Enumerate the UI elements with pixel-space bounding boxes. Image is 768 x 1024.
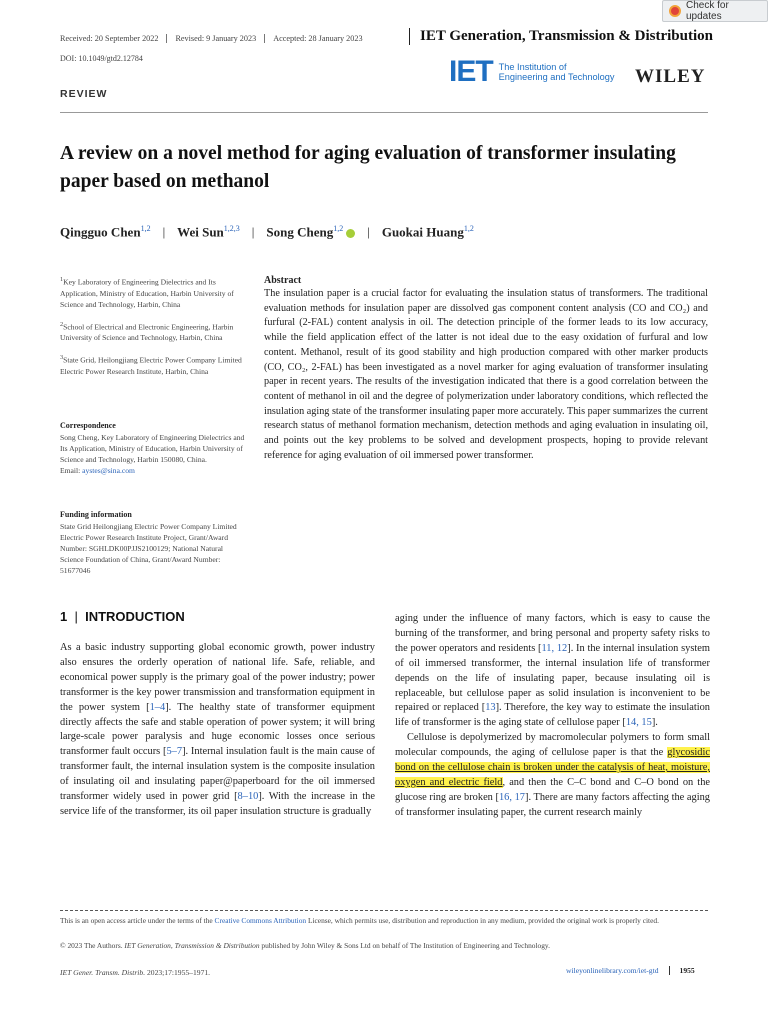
citation-link[interactable]: 5–7 xyxy=(166,746,183,758)
copyright-note: © 2023 The Authors. IET Generation, Transmission & Distribution published by John Wiley & Sons Ltd on behalf of The Institution of Engineering and Technology. xyxy=(60,941,550,950)
citation-link[interactable]: 1–4 xyxy=(149,701,166,713)
page-number: 1955 xyxy=(669,966,695,975)
funding-text: State Grid Heilongjiang Electric Power Company Limited Electric Power Research Institute Project, Grant/Award Number: SGHLDK00PJJS2100129; National Natural Science Foundation of China, Grant/Award Number: 51677046 xyxy=(60,522,237,575)
iet-logo xyxy=(449,57,614,87)
affiliation: $^1$Key Laboratory of Engineering Dielectrics and Its Application, Ministry of Education, Harbin University of Science and Technology, Harbin, China xyxy=(60,276,234,309)
accepted-date: Accepted: 28 January 2023 xyxy=(264,34,370,43)
check-updates-label: Check for updates xyxy=(685,0,729,22)
funding-information xyxy=(60,509,245,576)
correspondence: Correspondence Song Cheng, Key Laboratory of Engineering Dielectrics and Its Application, Ministry of Education, Harbin University of Science and Technology, Harbin 150080, China. Email: aystes@sina.com xyxy=(60,421,245,475)
highlighted-text: glycosidic bond on the cellulose chain is broken under the catalysis of heat, moisture, oxygen and electric field xyxy=(395,747,710,788)
updates-icon xyxy=(669,5,681,17)
affiliations xyxy=(60,274,245,386)
author[interactable]: Guokai Huang$^{1,2}$ xyxy=(381,224,474,240)
license-note: This is an open access article under the terms of the Creative Commons Attribution License, which permits use, distribution and reproduction in any medium, provided the original work is properly cited. xyxy=(60,916,659,925)
paragraph: As a basic industry supporting global economic growth, power industry also ensures the orderly operation of national life. Safe, reliable, and economical power supply is the primary goal of the power industry; power transformer is the key power transmission and transformation equipment in the power system [1–4]. The healthy state of transformer equipment directly affects the safe and stable operation of power system; it will bring large-scale power paralysis and huge economic losses once serious transformer fault occurs [5–7]. Internal insulation fault is the main cause of transformer fault, the internal insulation system is the composite insulation of insulating oil and insulating paper@paperboard for the oil immersed transformer widely used in power grid [8–10]. With the increase in the service life of the transformer, its oil paper insulation structure is gradually xyxy=(60,642,376,817)
body-column-left xyxy=(60,641,375,820)
citation-info: IET Gener. Transm. Distrib. 2023;17:1955–1971. xyxy=(60,968,211,977)
author[interactable]: Wei Sun$^{1,2,3}$ xyxy=(177,224,240,240)
abstract-heading: Abstract xyxy=(264,275,302,286)
email-link[interactable]: aystes@sina.com xyxy=(82,466,135,475)
journal-url-link[interactable]: wileyonlinelibrary.com/iet-gtd xyxy=(566,966,659,975)
affiliation: $^2$School of Electrical and Electronic Engineering, Harbin University of Science and Technology, Harbin, China xyxy=(60,320,234,343)
paragraph: Cellulose is depolymerized by macromolecular polymers to form small molecular compounds, the aging of cellulose paper is that the glycosidic bond on the cellulose chain is broken under the catalysis of heat, moisture, oxygen and electric field, and then the C–C bond and C–O bond on the glucose ring are broken [16, 17]. There are many factors affecting the aging of transformer insulating paper, the current research mainly xyxy=(395,732,710,818)
section-heading: 1 | INTRODUCTION xyxy=(60,609,185,624)
author[interactable]: Song Cheng$^{1,2}$ xyxy=(266,224,355,240)
article-dates xyxy=(60,34,371,43)
received-date: Received: 20 September 2022 xyxy=(60,34,159,43)
citation-link[interactable]: 11, 12 xyxy=(541,642,568,654)
wiley-logo: WILEY xyxy=(635,66,706,87)
iet-logo-line2: Engineering and Technology xyxy=(498,72,615,82)
article-type: REVIEW xyxy=(60,88,108,100)
citation-link[interactable]: 8–10 xyxy=(237,791,259,803)
iet-logo-mark: IET xyxy=(449,55,493,88)
abstract xyxy=(264,275,708,463)
paragraph: aging under the influence of many factors, which is easy to cause the burning of the transformer, and bring personal and property safety risks to the power operators and residents [11, 12]. In the internal insulation system of oil immersed transformer, the internal insulation life of transformer depends on the life of insulating paper, because insulating oil is replaceable, but cellulose paper as solid insulation is inconvenient to be repaired or replaced [13]. Therefore, the key way to estimate the insulation life of transformer is the aging state of cellulose paper [14, 15]. xyxy=(395,613,710,729)
check-for-updates-button[interactable] xyxy=(662,0,768,22)
affiliation: $^3$State Grid, Heilongjiang Electric Power Company Limited Electric Power Research Institute, Harbin, China xyxy=(60,354,242,376)
body-column-right xyxy=(395,612,710,821)
funding-heading: Funding information xyxy=(60,510,132,519)
correspondence-text: Song Cheng, Key Laboratory of Engineering Dielectrics and Its Application, Ministry of Education, Harbin University of Science and Technology, Harbin 150080, China. xyxy=(60,433,245,464)
orcid-icon[interactable] xyxy=(346,229,355,238)
revised-date: Revised: 9 January 2023 xyxy=(166,34,264,43)
doi: DOI: 10.1049/gtd2.12784 xyxy=(60,54,143,63)
article-title: A review on a novel method for aging evaluation of transformer insulating paper based on methanol xyxy=(60,143,676,192)
page-footer-right xyxy=(566,966,695,975)
cc-license-link[interactable]: Creative Commons Attribution xyxy=(214,916,307,925)
correspondence-heading: Correspondence xyxy=(60,421,116,430)
iet-logo-line1: The Institution of xyxy=(498,62,567,72)
citation-link[interactable]: 16, 17 xyxy=(498,791,525,803)
abstract-text: The insulation paper is a crucial factor for evaluating the insulation status of transformers. The traditional evaluation methods for insulation paper are dissolved gas component content analysis (CO and CO₂) and furfural (2-FAL) content analysis in oil. The detection principle of the former leads to its low accuracy, while the field application effect of the latter is not ideal due to the easy oxidation of furfural and low content. Methanol, result of its good stability and high production compared with other marker products (CO, CO₂, 2-FAL) has been investigated as a novel marker for aging evaluation of transformer insulating paper in recent years. The results of the investigation indicated that there is a good correlation between the content of methanol in oil and the degree of polymerization under laboratory conditions, which reflected the insulation aging state of the transformer insulating paper more accurately. This paper summarizes the current research status of methanol formation mechanism, detection methods and aging evaluation in insulating oil, and points out the key problems to be solved and development prospects, hoping to provide relevant reference for aging evaluation of oil immersed power transformer. xyxy=(264,288,708,461)
footer-divider xyxy=(60,910,708,911)
journal-name: IET Generation, Transmission & Distribution xyxy=(409,28,713,45)
author[interactable]: Qingguo Chen$^{1,2}$ xyxy=(60,224,151,240)
citation-link[interactable]: 14, 15 xyxy=(625,717,652,729)
citation-link[interactable]: 13 xyxy=(485,702,496,714)
header-divider xyxy=(60,112,708,113)
author-list: Qingguo Chen$^{1,2}$ | Wei Sun$^{1,2,3}$ | Song Cheng$^{1,2}$ | Guokai Huang$^{1,2}$ xyxy=(60,224,474,240)
